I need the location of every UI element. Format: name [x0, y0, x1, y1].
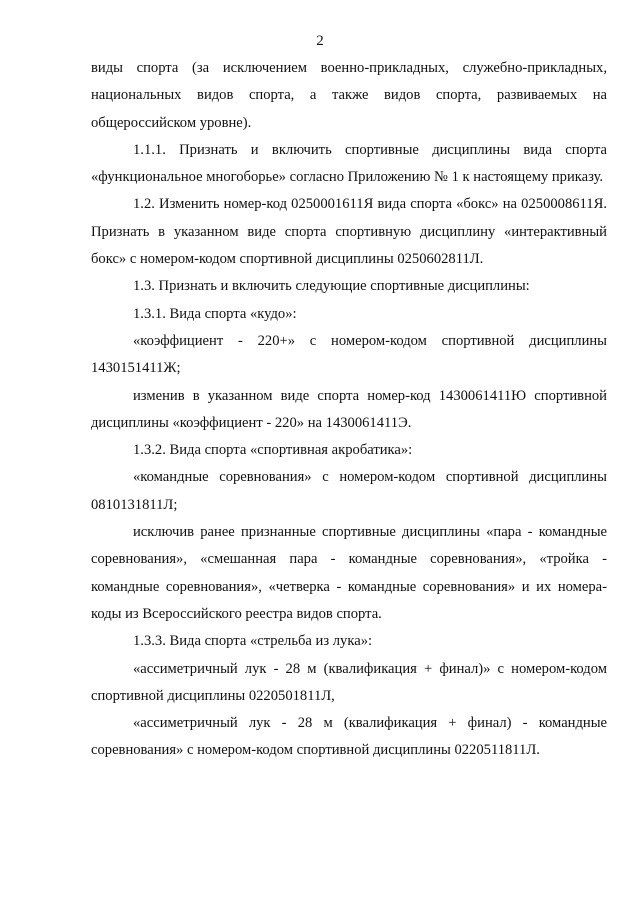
page-number: 2 [316, 33, 324, 49]
paragraph-1-3-3: 1.3.3. Вида спорта «стрельба из лука»: [133, 633, 373, 650]
paragraph-archery-discipline-2: «ассиметричный лук - 28 м (квалификация + финал) - командные соревнования» с номером-кодом спортивной дисциплины 0220511811Л. [91, 715, 607, 759]
paragraph-1-3-1: 1.3.1. Вида спорта «кудо»: [133, 305, 297, 322]
paragraph-archery-discipline-1: «ассиметричный лук - 28 м (квалификация + финал)» с номером-кодом спортивной дисциплины 0220501811Л, [91, 660, 607, 704]
paragraph-kudo-code-change: изменив в указанном виде спорта номер-код 1430061411Ю спортивной дисциплины «коэффициент - 220» на 1430061411Э. [91, 387, 607, 431]
document-body [91, 55, 607, 765]
paragraph-intro-continuation: виды спорта (за исключением военно-прикладных, служебно-прикладных, национальных видов спорта, а также видов спорта, развиваемых на общероссийском уровне). [91, 60, 607, 131]
paragraph-acrobatics-exclusion: исключив ранее признанные спортивные дисциплины «пара - командные соревнования», «смешанная пара - командные соревнования», «тройка - командные соревнования», «четверка - командные соревнования» и их номера-коды из Всероссийского реестра видов спорта. [91, 524, 607, 622]
paragraph-1-3: 1.3. Признать и включить следующие спортивные дисциплины: [133, 278, 530, 295]
paragraph-kudo-discipline: «коэффициент - 220+» с номером-кодом спортивной дисциплины 1430151411Ж; [91, 332, 607, 377]
paragraph-1-2: 1.2. Изменить номер-код 0250001611Я вида спорта «бокс» на 0250008611Я. Признать в указанном виде спорта спортивную дисциплину «интерактивный бокс» с номером-кодом спортивной дисциплины 0250602811Л. [91, 196, 607, 268]
paragraph-1-1-1: 1.1.1. Признать и включить спортивные дисциплины вида спорта «функциональное многоборье» согласно Приложению № 1 к настоящему приказу. [91, 141, 607, 186]
paragraph-acrobatics-discipline: «командные соревнования» с номером-кодом спортивной дисциплины 0810131811Л; [91, 469, 607, 513]
paragraph-1-3-2: 1.3.2. Вида спорта «спортивная акробатика»: [133, 442, 413, 459]
